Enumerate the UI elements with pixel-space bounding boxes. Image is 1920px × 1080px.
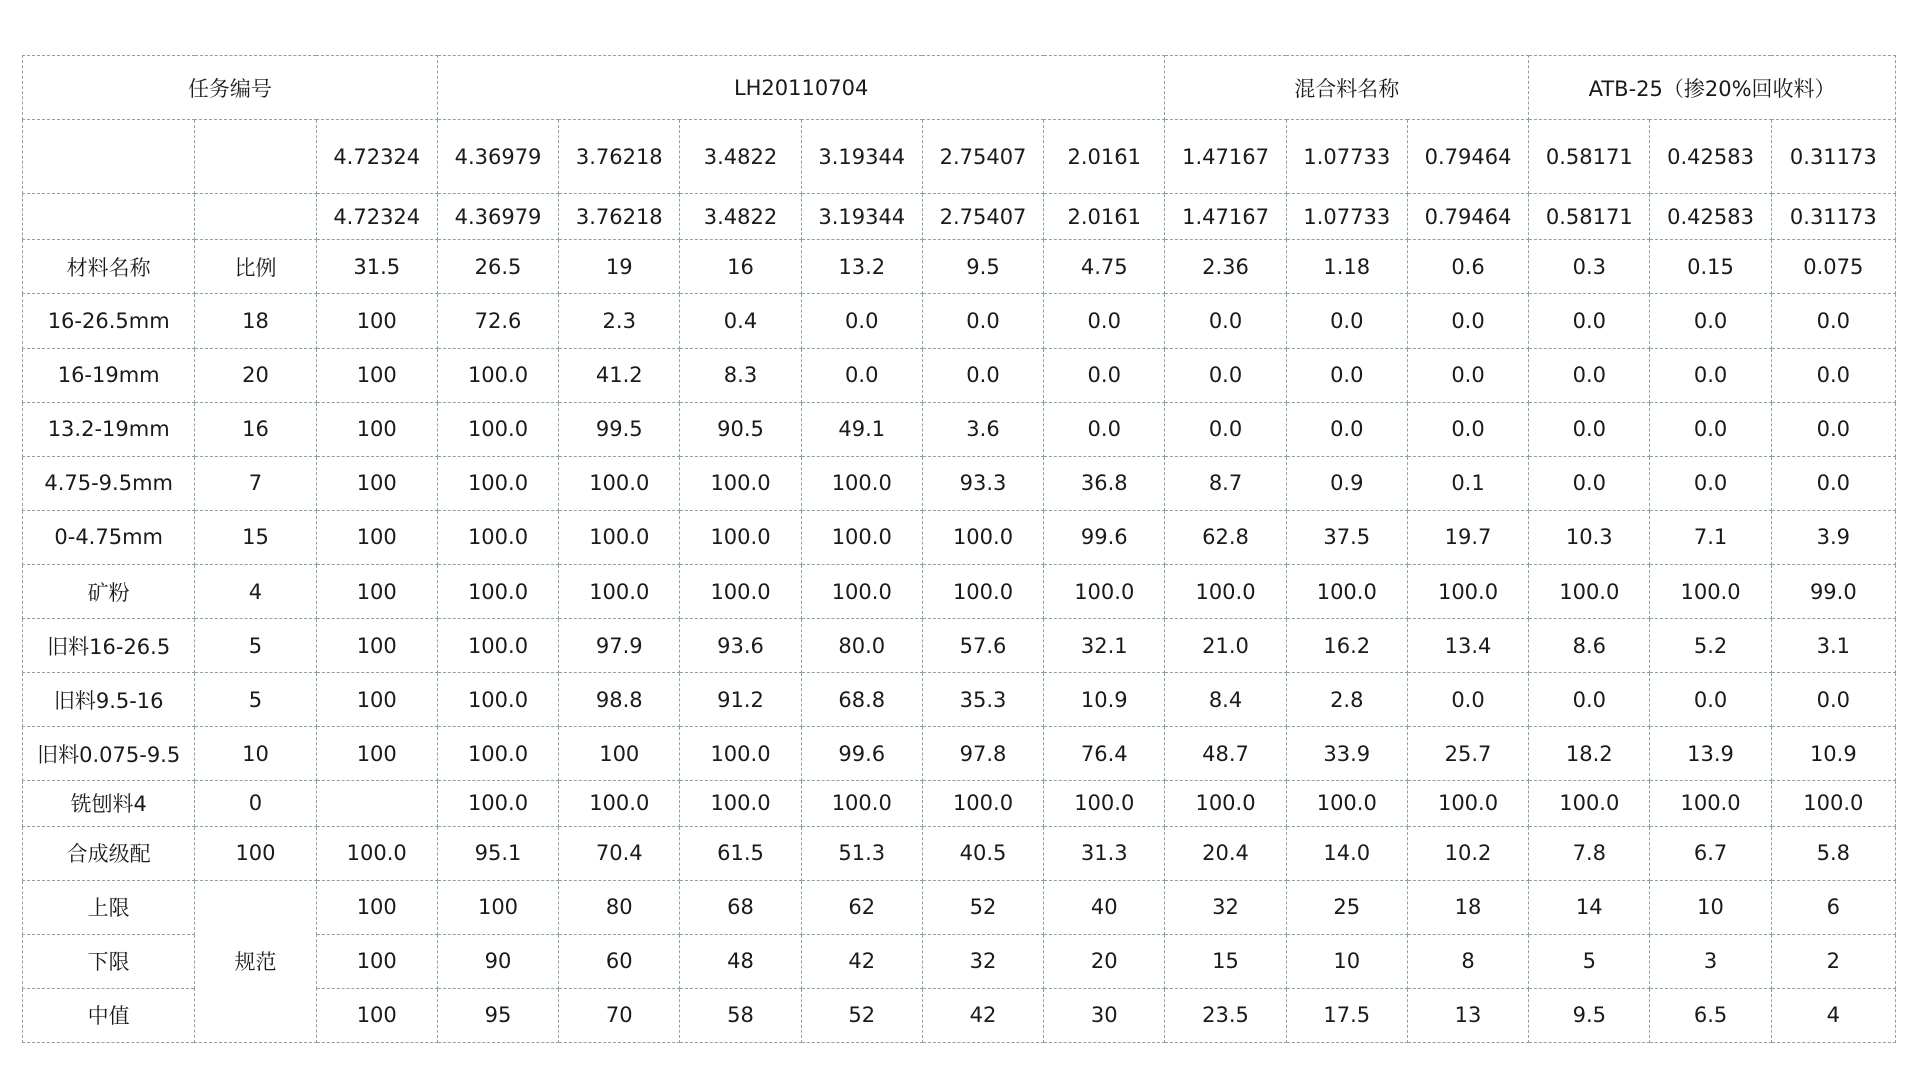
value-cell: 98.8 bbox=[559, 673, 680, 727]
value-cell: 2.3 bbox=[559, 294, 680, 348]
value-cell: 23.5 bbox=[1165, 988, 1286, 1042]
material-name: 铣刨料4 bbox=[23, 781, 195, 826]
value-cell: 6.7 bbox=[1650, 826, 1771, 880]
value-cell: 3.76218 bbox=[559, 194, 680, 240]
value-cell: 0.3 bbox=[1529, 240, 1650, 294]
value-cell: 100.0 bbox=[801, 456, 922, 510]
value-cell: 100.0 bbox=[437, 402, 558, 456]
value-cell: 0.0 bbox=[1165, 402, 1286, 456]
value-cell: 8.6 bbox=[1529, 619, 1650, 673]
value-cell: 68 bbox=[680, 880, 801, 934]
value-cell: 60 bbox=[559, 934, 680, 988]
value-cell: 0.0 bbox=[1771, 294, 1895, 348]
value-cell: 100.0 bbox=[922, 565, 1043, 619]
value-cell: 6.5 bbox=[1650, 988, 1771, 1042]
material-row bbox=[23, 727, 1896, 781]
value-cell: 0.0 bbox=[1286, 294, 1407, 348]
value-cell: 100.0 bbox=[1165, 781, 1286, 826]
value-cell: 0.0 bbox=[1529, 402, 1650, 456]
value-cell: 100 bbox=[316, 934, 437, 988]
task-number-label: 任务编号 bbox=[23, 56, 438, 120]
value-cell: 68.8 bbox=[801, 673, 922, 727]
value-cell: 100.0 bbox=[680, 727, 801, 781]
value-cell: 99.5 bbox=[559, 402, 680, 456]
spec-row-label: 上限 bbox=[23, 880, 195, 934]
value-cell: 1.47167 bbox=[1165, 194, 1286, 240]
value-cell: 0.58171 bbox=[1529, 194, 1650, 240]
material-name: 16-19mm bbox=[23, 348, 195, 402]
empty-cell bbox=[195, 120, 316, 194]
value-cell: 100.0 bbox=[1529, 781, 1650, 826]
value-cell: 3.9 bbox=[1771, 510, 1895, 564]
value-cell: 40 bbox=[1044, 880, 1165, 934]
value-cell: 25.7 bbox=[1407, 727, 1528, 781]
value-cell: 16.2 bbox=[1286, 619, 1407, 673]
value-cell: 100.0 bbox=[1650, 565, 1771, 619]
value-cell: 0.0 bbox=[1529, 294, 1650, 348]
value-cell: 10.9 bbox=[1771, 727, 1895, 781]
value-cell: 17.5 bbox=[1286, 988, 1407, 1042]
value-cell: 0.0 bbox=[1650, 673, 1771, 727]
value-cell: 41.2 bbox=[559, 348, 680, 402]
material-ratio: 20 bbox=[195, 348, 316, 402]
value-cell: 0.0 bbox=[1771, 673, 1895, 727]
sieve-row bbox=[23, 120, 1896, 194]
value-cell: 100 bbox=[316, 510, 437, 564]
material-row bbox=[23, 402, 1896, 456]
value-cell: 7.1 bbox=[1650, 510, 1771, 564]
value-cell: 95.1 bbox=[437, 826, 558, 880]
value-cell: 3.4822 bbox=[680, 120, 801, 194]
value-cell: 0.0 bbox=[1407, 294, 1528, 348]
value-cell: 33.9 bbox=[1286, 727, 1407, 781]
value-cell: 37.5 bbox=[1286, 510, 1407, 564]
value-cell: 100.0 bbox=[437, 727, 558, 781]
value-cell: 93.6 bbox=[680, 619, 801, 673]
value-cell: 0.0 bbox=[922, 294, 1043, 348]
value-cell: 100 bbox=[316, 619, 437, 673]
value-cell: 90.5 bbox=[680, 402, 801, 456]
value-cell: 100 bbox=[316, 348, 437, 402]
value-cell: 49.1 bbox=[801, 402, 922, 456]
value-cell: 100.0 bbox=[1407, 565, 1528, 619]
value-cell: 0.0 bbox=[1165, 294, 1286, 348]
value-cell: 0.0 bbox=[1650, 456, 1771, 510]
synthetic-label: 合成级配 bbox=[23, 826, 195, 880]
value-cell: 51.3 bbox=[801, 826, 922, 880]
value-cell: 99.0 bbox=[1771, 565, 1895, 619]
spec-row bbox=[23, 880, 1896, 934]
value-cell: 100.0 bbox=[559, 565, 680, 619]
material-name: 13.2-19mm bbox=[23, 402, 195, 456]
value-cell: 100 bbox=[316, 456, 437, 510]
value-cell: 5 bbox=[1529, 934, 1650, 988]
value-cell: 97.8 bbox=[922, 727, 1043, 781]
value-cell: 0.0 bbox=[1529, 673, 1650, 727]
value-cell: 0.0 bbox=[1407, 348, 1528, 402]
value-cell: 0.0 bbox=[1165, 348, 1286, 402]
value-cell: 4.75 bbox=[1044, 240, 1165, 294]
material-row bbox=[23, 510, 1896, 564]
material-ratio: 5 bbox=[195, 673, 316, 727]
value-cell: 9.5 bbox=[1529, 988, 1650, 1042]
material-name: 矿粉 bbox=[23, 565, 195, 619]
value-cell: 4 bbox=[1771, 988, 1895, 1042]
value-cell: 1.47167 bbox=[1165, 120, 1286, 194]
value-cell: 5.8 bbox=[1771, 826, 1895, 880]
value-cell: 0.1 bbox=[1407, 456, 1528, 510]
value-cell: 99.6 bbox=[801, 727, 922, 781]
value-cell: 42 bbox=[922, 988, 1043, 1042]
value-cell: 3.4822 bbox=[680, 194, 801, 240]
value-cell: 100 bbox=[316, 565, 437, 619]
value-cell: 35.3 bbox=[922, 673, 1043, 727]
value-cell: 100 bbox=[316, 673, 437, 727]
value-cell: 100.0 bbox=[680, 510, 801, 564]
value-cell: 0.0 bbox=[922, 348, 1043, 402]
value-cell: 32 bbox=[1165, 880, 1286, 934]
spec-label: 规范 bbox=[195, 880, 316, 1042]
value-cell: 3.6 bbox=[922, 402, 1043, 456]
value-cell: 72.6 bbox=[437, 294, 558, 348]
value-cell: 36.8 bbox=[1044, 456, 1165, 510]
value-cell: 0.79464 bbox=[1407, 194, 1528, 240]
value-cell: 3.19344 bbox=[801, 194, 922, 240]
value-cell: 62 bbox=[801, 880, 922, 934]
value-cell: 100.0 bbox=[316, 826, 437, 880]
value-cell: 0.0 bbox=[801, 348, 922, 402]
value-cell: 40.5 bbox=[922, 826, 1043, 880]
value-cell: 4.36979 bbox=[437, 120, 558, 194]
value-cell: 52 bbox=[922, 880, 1043, 934]
value-cell: 3.76218 bbox=[559, 120, 680, 194]
value-cell: 6 bbox=[1771, 880, 1895, 934]
value-cell: 13.9 bbox=[1650, 727, 1771, 781]
value-cell: 10 bbox=[1650, 880, 1771, 934]
value-cell: 80.0 bbox=[801, 619, 922, 673]
value-cell: 14 bbox=[1529, 880, 1650, 934]
empty-cell bbox=[195, 194, 316, 240]
value-cell: 95 bbox=[437, 988, 558, 1042]
value-cell: 80 bbox=[559, 880, 680, 934]
value-cell: 10.2 bbox=[1407, 826, 1528, 880]
value-cell: 3 bbox=[1650, 934, 1771, 988]
value-cell: 100.0 bbox=[437, 510, 558, 564]
material-row bbox=[23, 565, 1896, 619]
value-cell: 100 bbox=[316, 988, 437, 1042]
mix-name-value: ATB-25（掺20%回收料） bbox=[1529, 56, 1896, 120]
value-cell: 2.0161 bbox=[1044, 120, 1165, 194]
value-cell: 8.7 bbox=[1165, 456, 1286, 510]
value-cell: 25 bbox=[1286, 880, 1407, 934]
spec-row-label: 中值 bbox=[23, 988, 195, 1042]
value-cell: 100.0 bbox=[922, 781, 1043, 826]
value-cell: 31.5 bbox=[316, 240, 437, 294]
material-ratio: 0 bbox=[195, 781, 316, 826]
empty-cell bbox=[23, 120, 195, 194]
value-cell: 0.075 bbox=[1771, 240, 1895, 294]
mix-name-label: 混合料名称 bbox=[1165, 56, 1529, 120]
value-cell: 4.72324 bbox=[316, 120, 437, 194]
value-cell: 19 bbox=[559, 240, 680, 294]
value-cell: 0.79464 bbox=[1407, 120, 1528, 194]
value-cell: 0.0 bbox=[1529, 348, 1650, 402]
value-cell: 90 bbox=[437, 934, 558, 988]
value-cell: 100.0 bbox=[680, 565, 801, 619]
value-cell: 100 bbox=[316, 727, 437, 781]
synthetic-gradation-row bbox=[23, 826, 1896, 880]
value-cell: 0.0 bbox=[801, 294, 922, 348]
value-cell: 26.5 bbox=[437, 240, 558, 294]
value-cell: 0.0 bbox=[1286, 402, 1407, 456]
value-cell: 4.36979 bbox=[437, 194, 558, 240]
value-cell: 10.3 bbox=[1529, 510, 1650, 564]
material-row bbox=[23, 294, 1896, 348]
value-cell: 13.2 bbox=[801, 240, 922, 294]
value-cell: 100.0 bbox=[680, 456, 801, 510]
material-row bbox=[23, 673, 1896, 727]
value-cell: 2.0161 bbox=[1044, 194, 1165, 240]
value-cell: 0.42583 bbox=[1650, 120, 1771, 194]
value-cell: 97.9 bbox=[559, 619, 680, 673]
value-cell: 31.3 bbox=[1044, 826, 1165, 880]
value-cell: 100 bbox=[559, 727, 680, 781]
value-cell: 100.0 bbox=[437, 673, 558, 727]
value-cell: 100.0 bbox=[922, 510, 1043, 564]
value-cell: 0.9 bbox=[1286, 456, 1407, 510]
material-row bbox=[23, 619, 1896, 673]
material-ratio: 10 bbox=[195, 727, 316, 781]
value-cell: 0.58171 bbox=[1529, 120, 1650, 194]
value-cell: 20 bbox=[1044, 934, 1165, 988]
value-cell: 70 bbox=[559, 988, 680, 1042]
value-cell: 100.0 bbox=[559, 456, 680, 510]
value-cell: 100.0 bbox=[801, 781, 922, 826]
sieve-row bbox=[23, 194, 1896, 240]
value-cell: 0.0 bbox=[1650, 294, 1771, 348]
material-name: 0-4.75mm bbox=[23, 510, 195, 564]
value-cell: 58 bbox=[680, 988, 801, 1042]
value-cell: 18 bbox=[1407, 880, 1528, 934]
material-ratio: 15 bbox=[195, 510, 316, 564]
synthetic-ratio: 100 bbox=[195, 826, 316, 880]
value-cell: 15 bbox=[1165, 934, 1286, 988]
value-cell: 0.0 bbox=[1044, 294, 1165, 348]
value-cell: 3.1 bbox=[1771, 619, 1895, 673]
value-cell: 1.07733 bbox=[1286, 194, 1407, 240]
value-cell: 0.0 bbox=[1771, 348, 1895, 402]
sieve-size-row bbox=[23, 240, 1896, 294]
value-cell: 0.15 bbox=[1650, 240, 1771, 294]
material-row bbox=[23, 348, 1896, 402]
value-cell: 100.0 bbox=[1650, 781, 1771, 826]
material-name: 16-26.5mm bbox=[23, 294, 195, 348]
value-cell: 0.0 bbox=[1771, 402, 1895, 456]
value-cell: 0.31173 bbox=[1771, 194, 1895, 240]
value-cell: 2.75407 bbox=[922, 120, 1043, 194]
value-cell: 19.7 bbox=[1407, 510, 1528, 564]
value-cell: 1.07733 bbox=[1286, 120, 1407, 194]
value-cell: 18.2 bbox=[1529, 727, 1650, 781]
value-cell: 0.31173 bbox=[1771, 120, 1895, 194]
material-row bbox=[23, 781, 1896, 826]
value-cell: 100.0 bbox=[437, 781, 558, 826]
value-cell: 100.0 bbox=[437, 565, 558, 619]
value-cell: 100 bbox=[316, 880, 437, 934]
value-cell: 10.9 bbox=[1044, 673, 1165, 727]
value-cell: 3.19344 bbox=[801, 120, 922, 194]
value-cell: 0.0 bbox=[1650, 348, 1771, 402]
material-ratio: 7 bbox=[195, 456, 316, 510]
value-cell: 100.0 bbox=[1529, 565, 1650, 619]
value-cell: 5.2 bbox=[1650, 619, 1771, 673]
value-cell: 100.0 bbox=[1044, 781, 1165, 826]
spec-row-label: 下限 bbox=[23, 934, 195, 988]
value-cell: 100.0 bbox=[559, 781, 680, 826]
value-cell: 2.75407 bbox=[922, 194, 1043, 240]
ratio-header: 比例 bbox=[195, 240, 316, 294]
value-cell: 100.0 bbox=[680, 781, 801, 826]
value-cell: 32 bbox=[922, 934, 1043, 988]
material-ratio: 4 bbox=[195, 565, 316, 619]
value-cell: 8 bbox=[1407, 934, 1528, 988]
value-cell: 70.4 bbox=[559, 826, 680, 880]
value-cell: 100.0 bbox=[1286, 565, 1407, 619]
gradation-table bbox=[22, 55, 1896, 1043]
material-ratio: 16 bbox=[195, 402, 316, 456]
value-cell: 30 bbox=[1044, 988, 1165, 1042]
value-cell: 100.0 bbox=[801, 565, 922, 619]
value-cell: 91.2 bbox=[680, 673, 801, 727]
value-cell: 0.0 bbox=[1044, 402, 1165, 456]
value-cell: 100 bbox=[437, 880, 558, 934]
value-cell: 0.0 bbox=[1407, 673, 1528, 727]
material-ratio: 18 bbox=[195, 294, 316, 348]
value-cell: 9.5 bbox=[922, 240, 1043, 294]
value-cell: 100.0 bbox=[437, 456, 558, 510]
value-cell: 2 bbox=[1771, 934, 1895, 988]
value-cell: 48 bbox=[680, 934, 801, 988]
material-name: 4.75-9.5mm bbox=[23, 456, 195, 510]
value-cell: 16 bbox=[680, 240, 801, 294]
task-number-value: LH20110704 bbox=[437, 56, 1165, 120]
value-cell: 100.0 bbox=[437, 348, 558, 402]
material-row bbox=[23, 456, 1896, 510]
value-cell: 8.3 bbox=[680, 348, 801, 402]
value-cell: 99.6 bbox=[1044, 510, 1165, 564]
value-cell: 13 bbox=[1407, 988, 1528, 1042]
material-name: 旧料16-26.5 bbox=[23, 619, 195, 673]
value-cell: 7.8 bbox=[1529, 826, 1650, 880]
value-cell: 57.6 bbox=[922, 619, 1043, 673]
value-cell: 100.0 bbox=[1407, 781, 1528, 826]
value-cell: 100 bbox=[316, 294, 437, 348]
material-ratio: 5 bbox=[195, 619, 316, 673]
value-cell: 76.4 bbox=[1044, 727, 1165, 781]
value-cell: 61.5 bbox=[680, 826, 801, 880]
value-cell: 0.0 bbox=[1529, 456, 1650, 510]
value-cell: 100.0 bbox=[559, 510, 680, 564]
value-cell: 8.4 bbox=[1165, 673, 1286, 727]
value-cell: 0.4 bbox=[680, 294, 801, 348]
value-cell: 52 bbox=[801, 988, 922, 1042]
material-name-header: 材料名称 bbox=[23, 240, 195, 294]
value-cell: 14.0 bbox=[1286, 826, 1407, 880]
value-cell: 93.3 bbox=[922, 456, 1043, 510]
value-cell: 100.0 bbox=[1044, 565, 1165, 619]
value-cell: 100.0 bbox=[1771, 781, 1895, 826]
header-row bbox=[23, 56, 1896, 120]
value-cell: 0.0 bbox=[1771, 456, 1895, 510]
value-cell: 1.18 bbox=[1286, 240, 1407, 294]
value-cell: 0.0 bbox=[1286, 348, 1407, 402]
material-name: 旧料0.075-9.5 bbox=[23, 727, 195, 781]
value-cell: 42 bbox=[801, 934, 922, 988]
value-cell: 100.0 bbox=[801, 510, 922, 564]
value-cell: 100.0 bbox=[1286, 781, 1407, 826]
value-cell: 20.4 bbox=[1165, 826, 1286, 880]
value-cell: 0.0 bbox=[1407, 402, 1528, 456]
value-cell: 2.8 bbox=[1286, 673, 1407, 727]
material-name: 旧料9.5-16 bbox=[23, 673, 195, 727]
value-cell bbox=[316, 781, 437, 826]
value-cell: 2.36 bbox=[1165, 240, 1286, 294]
empty-cell bbox=[23, 194, 195, 240]
value-cell: 48.7 bbox=[1165, 727, 1286, 781]
value-cell: 100 bbox=[316, 402, 437, 456]
value-cell: 32.1 bbox=[1044, 619, 1165, 673]
value-cell: 0.6 bbox=[1407, 240, 1528, 294]
value-cell: 13.4 bbox=[1407, 619, 1528, 673]
value-cell: 10 bbox=[1286, 934, 1407, 988]
value-cell: 0.42583 bbox=[1650, 194, 1771, 240]
value-cell: 0.0 bbox=[1044, 348, 1165, 402]
value-cell: 62.8 bbox=[1165, 510, 1286, 564]
value-cell: 21.0 bbox=[1165, 619, 1286, 673]
value-cell: 100.0 bbox=[437, 619, 558, 673]
value-cell: 4.72324 bbox=[316, 194, 437, 240]
value-cell: 0.0 bbox=[1650, 402, 1771, 456]
value-cell: 100.0 bbox=[1165, 565, 1286, 619]
